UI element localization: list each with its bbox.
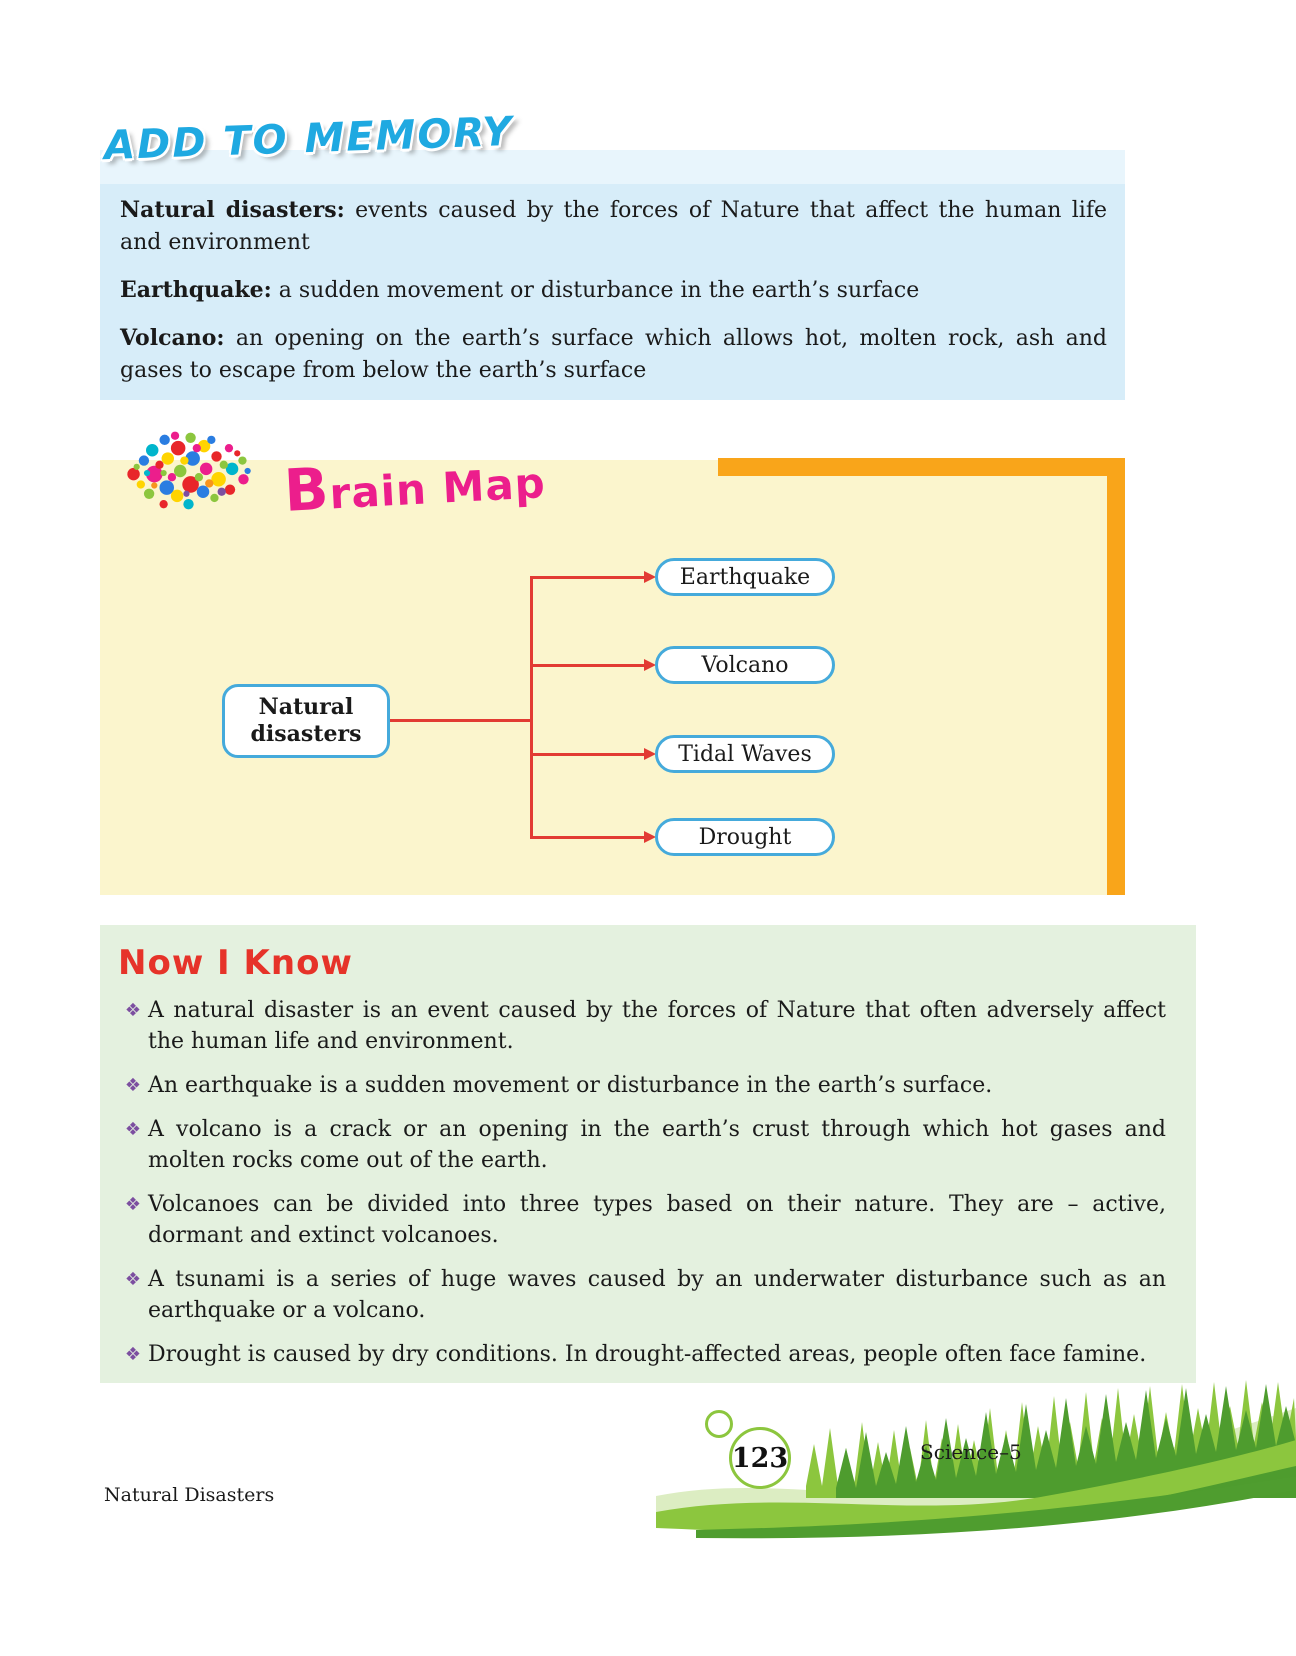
page-number: 123 (731, 1442, 789, 1474)
book-title: Science–5 (920, 1440, 1022, 1464)
brain-map-accent-top (718, 458, 1125, 476)
diamond-bullet-icon: ❖ (124, 1344, 142, 1365)
bullet-text: Volcanoes can be divided into three types based on their nature. They are – active, dormant and extinct volcanoes. (148, 1192, 1166, 1248)
definition-term: Natural disasters: (120, 197, 345, 223)
connector-line (530, 753, 646, 756)
list-item (118, 1339, 1166, 1370)
brain-map-title: Brain Map (282, 454, 547, 525)
add-to-memory-box (100, 184, 1125, 400)
definition-text: events caused by the forces of Nature that affect the human life and environment (120, 198, 1107, 255)
connector-line (530, 664, 646, 667)
definition-term: Earthquake: (120, 277, 272, 303)
brain-map-root-node: Natural disasters (222, 684, 390, 758)
bullet-text: A volcano is a crack or an opening in the earth’s crust through which hot gases and molten rocks come out of the earth. (148, 1117, 1166, 1173)
definition-natural-disasters (120, 194, 1107, 259)
brain-icon (118, 424, 258, 519)
diamond-bullet-icon: ❖ (124, 1269, 142, 1290)
now-i-know-title: Now I Know (118, 943, 353, 983)
diamond-bullet-icon: ❖ (124, 1075, 142, 1096)
list-item (118, 1264, 1166, 1326)
list-item (118, 995, 1166, 1057)
diamond-bullet-icon: ❖ (124, 1000, 142, 1021)
diamond-bullet-icon: ❖ (124, 1119, 142, 1140)
definition-volcano (120, 322, 1107, 387)
bullet-text: An earthquake is a sudden movement or disturbance in the earth’s surface. (148, 1073, 993, 1098)
now-i-know-section (100, 925, 1196, 1383)
bullet-text: Drought is caused by dry conditions. In drought-affected areas, people often face famine. (148, 1342, 1147, 1367)
brain-map-accent-right (1107, 458, 1125, 895)
list-item (118, 1189, 1166, 1251)
decorative-circle (705, 1410, 733, 1438)
definition-earthquake (120, 274, 1107, 307)
diamond-bullet-icon: ❖ (124, 1194, 142, 1215)
definition-text: a sudden movement or disturbance in the earth’s surface (278, 278, 920, 303)
brain-map-node-volcano: Volcano (655, 646, 835, 684)
connector-line (530, 836, 646, 839)
chapter-title: Natural Disasters (104, 1484, 275, 1506)
connector-line (530, 576, 646, 579)
list-item (118, 1070, 1166, 1101)
list-item (118, 1114, 1166, 1176)
page-number-badge (729, 1427, 791, 1489)
connector-line (530, 576, 533, 839)
brain-map-node-earthquake: Earthquake (655, 558, 835, 596)
brain-map-panel (100, 460, 1112, 895)
brain-map-node-drought: Drought (655, 818, 835, 856)
brain-map-node-tidal-waves: Tidal Waves (655, 735, 835, 773)
connector-line (390, 719, 531, 722)
definition-term: Volcano: (120, 325, 225, 351)
bullet-text: A natural disaster is an event caused by the forces of Nature that often adversely affect the human life and environment. (148, 998, 1166, 1054)
add-to-memory-title: ADD TO MEMORY (103, 108, 515, 170)
bullet-text: A tsunami is a series of huge waves caused by an underwater disturbance such as an earthquake or a volcano. (148, 1267, 1166, 1323)
definition-text: an opening on the earth’s surface which allows hot, molten rock, ash and gases to escape from below the earth’s surface (120, 326, 1107, 383)
